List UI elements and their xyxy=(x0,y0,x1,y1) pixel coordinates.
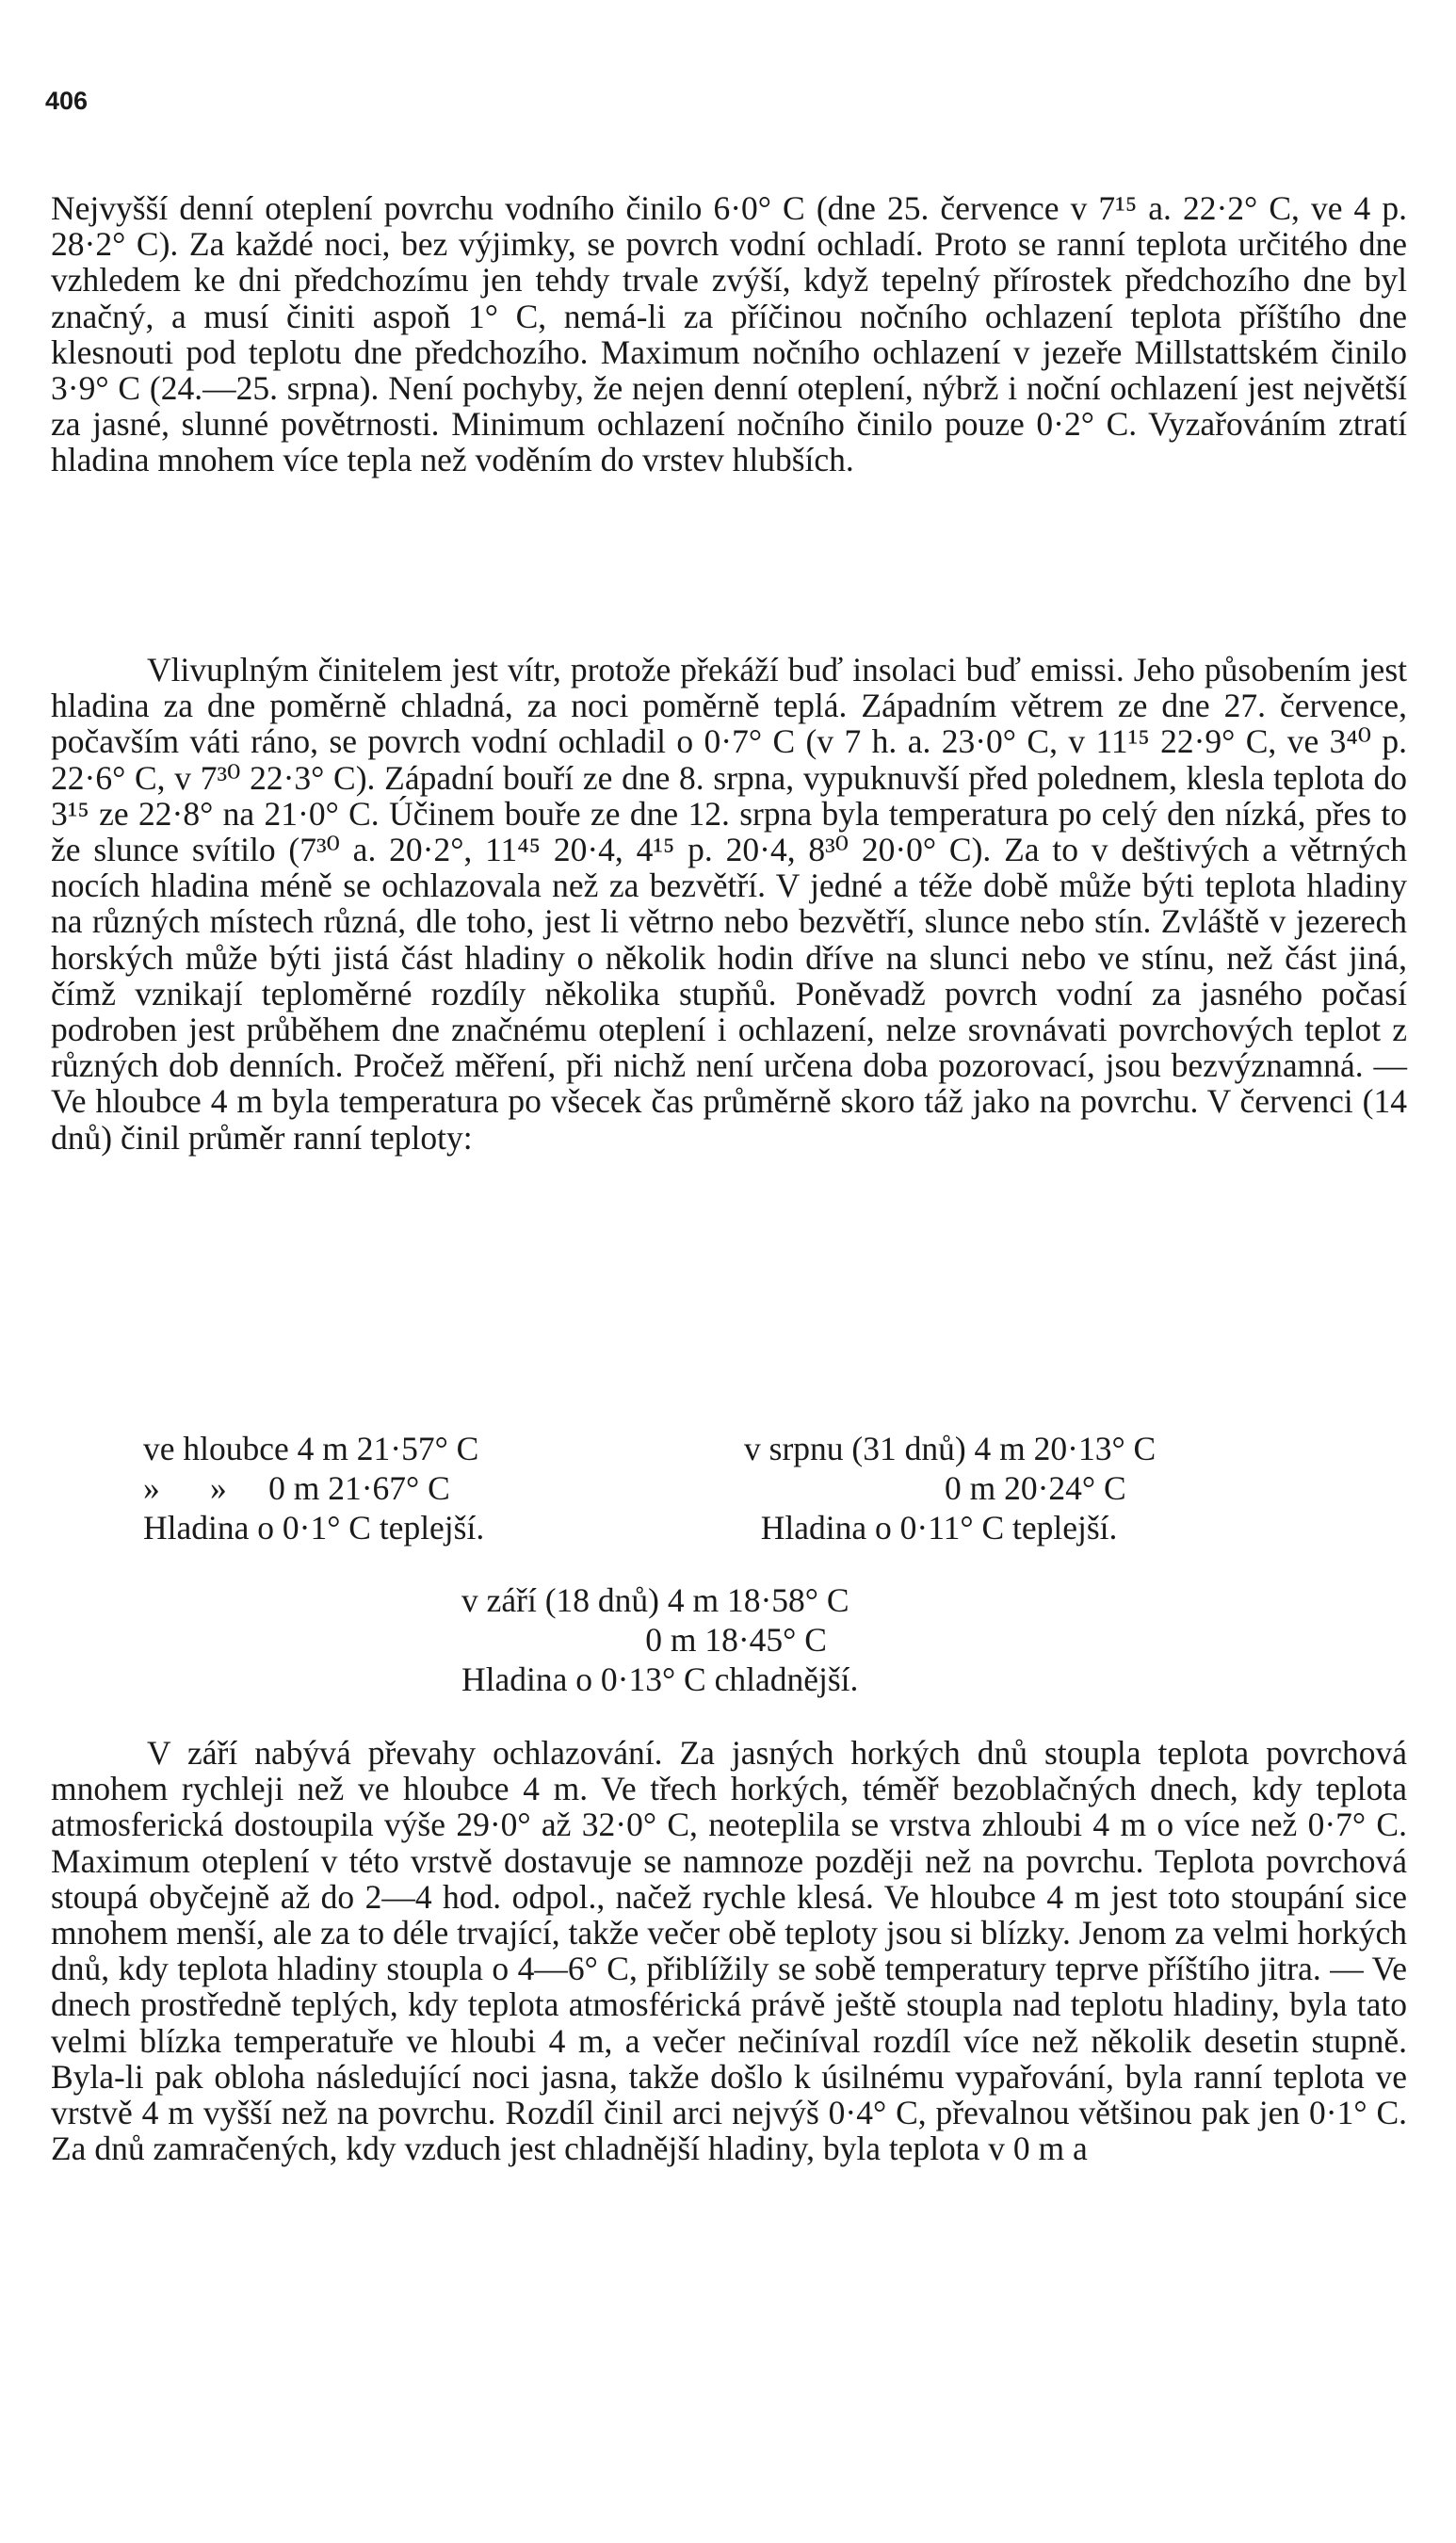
table-july-row: » » 0 m 21·67° C xyxy=(143,1469,450,1507)
table-july-row: Hladina o 0·1° C teplejší. xyxy=(143,1509,485,1547)
paragraph-wind-influence-text: Vlivuplným činitelem jest vítr, protože překáží buď insolaci buď emissi. Jeho působením jest hladina za dne poměrně chladná, za noci poměrně teplá. Západním větrem ze dne 27. července, počavším váti ráno, se povrch vodní ochladil o 0·7° C (v 7 h. a. 23·0° C, v 11¹⁵ 22·9° C, ve 3⁴⁰ p. 22·6° C, v 7³⁰ 22·3° C). Západní bouří ze dne 8. srpna, vypuknuvší před polednem, klesla teplota do 3¹⁵ ze 22·8° na 21·0° C. Účinem bouře ze dne 12. srpna byla temperatura po celý den nízká, přes to že slunce svítilo (7³⁰ a. 20·2°, 11⁴⁵ 20·4, 4¹⁵ p. 20·4, 8³⁰ 20·0° C). Za to v deštivých a větrných nocích hladina méně se ochlazovala než za bezvětří. V jedné a téže době může býti teplota hladiny na různých místech různá, dle toho, jest li větrno nebo bezvětří, slunce nebo stín. Zvláště v jezerech horských může býti jistá část hladiny o několik hodin dříve na slunci nebo ve stínu, než část jiná, čímž vznikají teploměrné rozdíly několika stupňů. Poněvadž povrch vodní za jasného počasí podroben jest průběhem dne značnému oteplení i ochlazení, nelze srovnávati povrchových teplot z různých dob denních. Pročež měření, při nichž není určena doba pozorovací, jsou bezvýznamná. — Ve hloubce 4 m byla temperatura po všecek čas průměrně skoro táž jako na povrchu. V červenci (14 dnů) činil průměr ranní teploty: xyxy=(51,651,1407,1157)
table-august xyxy=(744,1429,1156,1547)
paragraph-surface-warming: Nejvyšší denní oteplení povrchu vodního činilo 6·0° C (dne 25. července v 7¹⁵ a. 22·2° C, ve 4 p. 28·2° C). Za každé noci, bez výjimky, se povrch vodní ochladí. Proto se ranní teplota určitého dne vzhledem ke dni předchozímu jen tehdy trvale zvýší, když tepelný přírostek předchozího dne byl značný, a musí činiti aspoň 1° C, nemá-li za příčinou nočního ochlazení teplota příštího dne klesnouti pod teplotu dne předchozího. Maximum nočního ochlazení v jezeře Millstattském činilo 3·9° C (24.—25. srpna). Není pochyby, že nejen denní oteplení, nýbrž i noční ochlazení jest největší za jasné, slunné povětrnosti. Minimum ochlazení nočního činilo pouze 0·2° C. Vyzařováním ztratí hladina mnohem více tepla než voděním do vrstev hlubších. xyxy=(51,189,1407,479)
paragraph-wind-influence xyxy=(51,652,1407,1156)
table-september-row: 0 m 18·45° C xyxy=(461,1621,827,1659)
table-july-row: ve hloubce 4 m 21·57° C xyxy=(143,1430,479,1467)
table-september-row: v září (18 dnů) 4 m 18·58° C xyxy=(461,1581,849,1619)
table-august-row: 0 m 20·24° C xyxy=(744,1469,1126,1507)
page-number: 406 xyxy=(45,87,89,115)
table-july xyxy=(143,1429,484,1547)
paragraph-september-cooling-text: V září nabývá převahy ochlazování. Za jasných horkých dnů stoupla teplota povrchová mnohem rychleji než ve hloubce 4 m. Ve třech horkých, téměř bezoblačných dnech, kdy teplota atmosferická dostoupila výše 29·0° až 32·0° C, neoteplila se vrstva zhloubi 4 m o více než 0·7° C. Maximum oteplení v této vrstvě dostavuje se namnoze později než na povrchu. Teplota povrchová stoupá obyčejně až do 2—4 hod. odpol., načež rychle klesá. Ve hloubce 4 m jest toto stoupání sice mnohem menší, ale za to déle trvající, takže večer obě teploty jsou si blízky. Jenom za velmi horkých dnů, kdy teplota hladiny stoupla o 4—6° C, přiblížily se sobě temperatury teprve příštího jitra. — Ve dnech prostředně teplých, kdy teplota atmosférická právě ještě stoupla nad teplotu hladiny, byla tato velmi blízka temperatuře ve hloubi 4 m, a večer nečiníval rozdíl více než několik desetin stupně. Byla-li pak obloha následující noci jasna, takže došlo k úsilnému vypařování, byla ranní teplota ve vrstvě 4 m vyšší než na povrchu. Rozdíl činil arci nejvýš 0·4° C, převalnou většinou pak jen 0·1° C. Za dnů zamračených, kdy vzduch jest chladnější hladiny, byla teplota v 0 m a xyxy=(51,1734,1407,2168)
table-september xyxy=(461,1580,858,1699)
table-september-row: Hladina o 0·13° C chladnější. xyxy=(461,1660,859,1698)
paragraph-september-cooling xyxy=(51,1735,1407,2166)
table-august-row: v srpnu (31 dnů) 4 m 20·13° C xyxy=(744,1430,1157,1467)
table-august-row: Hladina o 0·11° C teplejší. xyxy=(744,1509,1118,1547)
